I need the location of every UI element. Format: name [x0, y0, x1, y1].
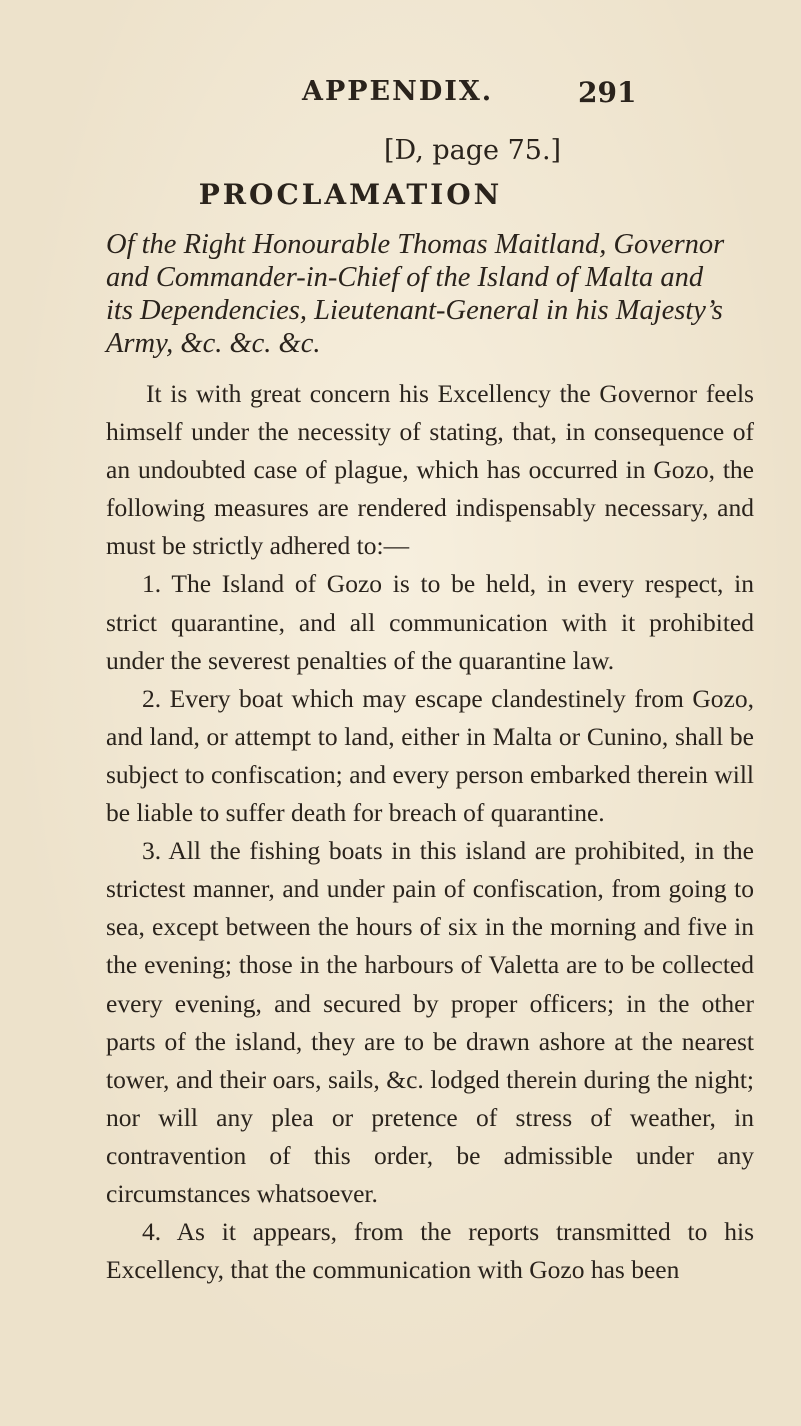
proclamation-subtitle: Of the Right Honourable Thomas Maitland, Governor and Commander-in-Chief of the Island of Malta and its Dependencies, Lieutenant-General in his Majesty’s Army, &c. &c. &c. — [106, 229, 725, 359]
running-head — [0, 76, 801, 116]
measure-3: 3. All the fishing boats in this island are prohibited, in the strictest manner, and under pain of confiscation, from going to sea, except between the hours of six in the morning and five in the evening; those in the harbours of Valetta are to be collected every evening, and secured by proper officers; in the other parts of the island, they are to be drawn ashore at the nearest tower, and their oars, sails, &c. lodged therein during the night; nor will any plea or pretence of stress of weather, in contravention of this order, be admissible under any circumstances whatsoever. — [106, 836, 754, 1208]
appendix-reference: [D, page 75.] — [384, 135, 562, 166]
intro-paragraph: It is with great concern his Excellency the Governor feels himself under the necessity of stating, that, in consequence of an undoubted case of plague, which has occurred in Gozo, the following measures are rendered indispensably necessary, and must be strictly adhered to:— — [106, 379, 754, 561]
measure-4: 4. As it appears, from the reports transmitted to his Excellency, that the communication with Gozo has been — [106, 1217, 754, 1285]
proclamation-body — [106, 375, 754, 1289]
measure-1: 1. The Island of Gozo is to be held, in every respect, in strict quarantine, and all communication with it prohibited under the severest penalties of the quarantine law. — [106, 569, 754, 675]
proclamation-heading: PROCLAMATION — [198, 178, 503, 211]
measure-2: 2. Every boat which may escape clandestinely from Gozo, and land, or attempt to land, either in Malta or Cunino, shall be subject to confiscation; and every person embarked therein will be liable to suffer death for breach of quarantine. — [106, 683, 754, 828]
page-number: 291 — [578, 76, 637, 109]
running-head-title: APPENDIX. — [302, 76, 494, 107]
